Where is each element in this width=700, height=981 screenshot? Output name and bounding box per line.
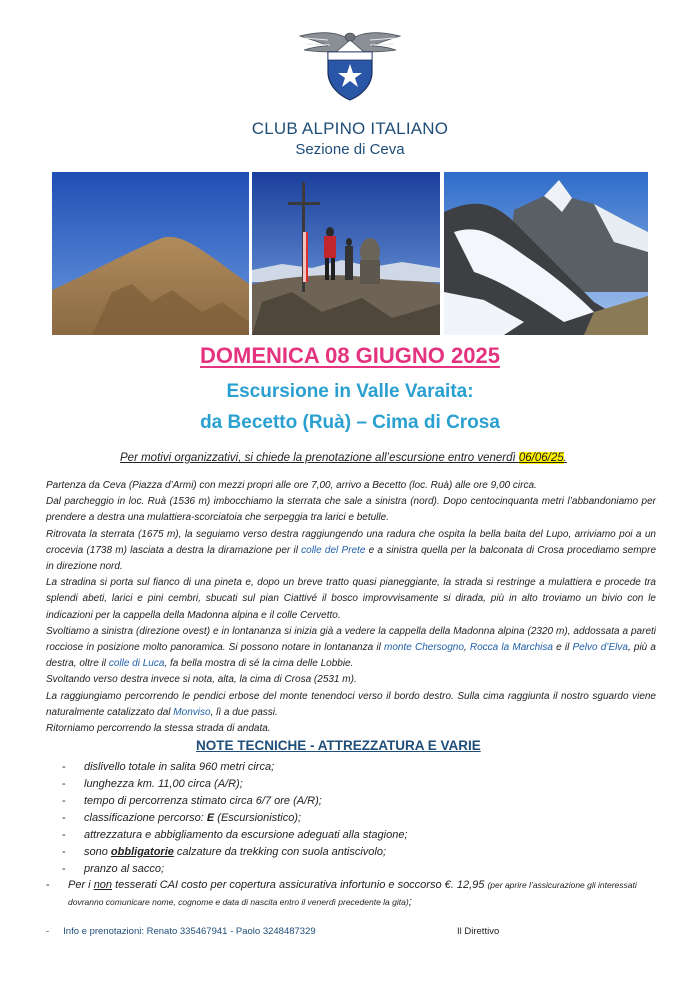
booking-notice (120, 452, 567, 464)
paragraph-pine-forest: La stradina si porta sul fianco di una pineta e, dopo un breve tratto quasi pianeggiante, la strada si restringe a mulattiera e procede tra splendi abeti, larici e pini cembri, sbucati sul pian Ciattivé il bosco improvvisamente si dirada, più in alto troviamo un bivio con le indicazioni per la cappella della Madonna alpina e il colle Cervetto. (46, 577, 656, 621)
org-section: Sezione di Ceva (295, 141, 405, 158)
insurance-cost (46, 877, 658, 911)
text: classificazione percorso: (84, 812, 207, 824)
text: calzature da trekking con suola antiscivolo; (173, 846, 387, 858)
booking-end: . (563, 452, 567, 464)
paragraph-monviso (46, 689, 656, 721)
list-item: - pranzo al sacco; (60, 861, 660, 878)
text: Svoltando verso destra invece si nota, alta, la cima di Crosa (46, 674, 314, 686)
text: , più a destra, oltre il (46, 642, 656, 670)
text: Ritrovata la sterrata (46, 528, 138, 540)
booking-deadline: 06/06/25 (518, 452, 564, 464)
contacts-line (46, 926, 316, 937)
link-monviso[interactable]: Monviso (173, 706, 211, 718)
booking-text: Per motivi organizzativi, si chiede la prenotazione all’escursione entro venerdì (120, 452, 519, 464)
route-description (46, 478, 656, 737)
event-subtitle-line2: da Becetto (Ruà) – Cima di Crosa (200, 412, 500, 433)
link-pelvo-delva[interactable]: Pelvo d’Elva (572, 642, 628, 654)
list-item (60, 810, 660, 827)
text: sono (84, 846, 111, 858)
text: lasciata a destra la diramazione per il (126, 544, 302, 556)
grassy-mountain-ridge-photo (52, 172, 249, 335)
cai-logo (298, 26, 402, 102)
list-item: - dislivello totale in salita 960 metri circa; (60, 759, 660, 776)
paragraph-summit-view (46, 672, 656, 688)
text: , lì a due passi. (210, 706, 278, 718)
paragraph-chapel (46, 624, 656, 673)
notes-list (60, 759, 660, 878)
text: Partenza da Ceva (46, 480, 129, 491)
text: , (463, 642, 470, 654)
text: Per i (68, 879, 94, 891)
list-item: - tempo di percorrenza stimato circa 6/7 ore (A/R); (60, 793, 660, 810)
text: . (353, 674, 357, 686)
text: , la seguiamo verso destra raggiungendo una radura che ospita la bella baita del Lupo, arriviamo poi a un crocevia (46, 528, 656, 556)
paragraph-departure (46, 478, 656, 494)
text: (per aprire l’assicurazione gli interessati dovranno comunicare nome, cognome e data di nascita entro il venerdì precedente la gita) (68, 880, 637, 907)
contacts-text: Info e prenotazioni: Renato 335467941 - Paolo 3248487329 (63, 926, 316, 937)
list-item (60, 844, 660, 861)
event-date: DOMENICA 08 GIUGNO 2025 (200, 343, 500, 368)
list-item: - attrezzatura e abbigliamento da escursione adeguati alla stagione; (60, 827, 660, 844)
dash: - (46, 926, 50, 937)
text: (Escursionistico); (214, 812, 302, 824)
link-rocca-la-marchisa[interactable]: Rocca la Marchisa (469, 642, 553, 654)
org-title: CLUB ALPINO ITALIANO (251, 119, 449, 138)
text: con mezzi propri alle ore 7,00, arrivo a Becetto (loc. Ruà) alle ore 9,00 circa. (196, 480, 537, 491)
snowy-peak-monviso-photo (444, 172, 648, 335)
text: (1675 m) (137, 528, 179, 540)
link-monte-chersogno[interactable]: monte Chersogno (384, 642, 464, 654)
text: La raggiungiamo percorrendo le pendici erbose del monte tenendoci verso il bordo destro. Sulla cima raggiunta il nostro sguardo viene naturalmente catalizzato dal (46, 690, 656, 718)
text: (1738 m) (86, 544, 127, 556)
text: (1536 m) (169, 496, 211, 508)
text: , addossata a pareti rocciose in posizione molto panoramica. Si possono notare in lontananza il (46, 625, 657, 654)
mandatory-word: obbligatorie (110, 846, 174, 858)
link-colle-di-luca[interactable]: colle di Luca (108, 658, 165, 670)
list-item: - lunghezza km. 11,00 circa (A/R); (60, 776, 660, 793)
text: (2531 m) (313, 674, 354, 686)
text: imbocchiamo la sterrata che sale a sinistra (nord). Dopo centocinquanta metri l’abbandoniamo per prendere a destra una mulattiera-scorciatoia che serpeggia tra larici e betulle. (46, 496, 656, 524)
text: , fa bella mostra di sé la cima delle Lobbie. (164, 658, 354, 670)
classification-grade: E (206, 812, 215, 824)
link-colle-del-prete[interactable]: colle del Prete (301, 544, 366, 556)
event-subtitle-line1: Escursione in Valle Varaita: (226, 381, 474, 402)
dash: - (46, 879, 50, 891)
text: tesserati CAI costo per copertura assicurativa infortunio e soccorso €. 12,95 (112, 879, 488, 891)
text: non (93, 879, 113, 891)
summit-cross-hikers-photo (252, 172, 440, 335)
text: Svoltiamo a sinistra (direzione ovest) e in lontananza si inizia già a vedere la cappella della Madonna alpina (46, 625, 528, 637)
signature: Il Direttivo (457, 926, 500, 937)
text: ; (408, 896, 412, 908)
text: e a sinistra quella per la balconata di Crosa procediamo sempre in direzione nord. (46, 544, 657, 573)
paragraph-parking (46, 494, 656, 526)
notes-title: NOTE TECNICHE - ATTREZZATURA E VARIE (196, 738, 481, 753)
text: Dal parcheggio in loc. Ruà (46, 496, 170, 508)
paragraph-return: Ritorniamo percorrendo la stessa strada di andata. (46, 723, 271, 735)
text: e il (552, 642, 573, 654)
paragraph-crossroad (46, 527, 656, 576)
text: (2320 m) (527, 625, 568, 637)
text: (Piazza d’Armi) (128, 480, 197, 491)
